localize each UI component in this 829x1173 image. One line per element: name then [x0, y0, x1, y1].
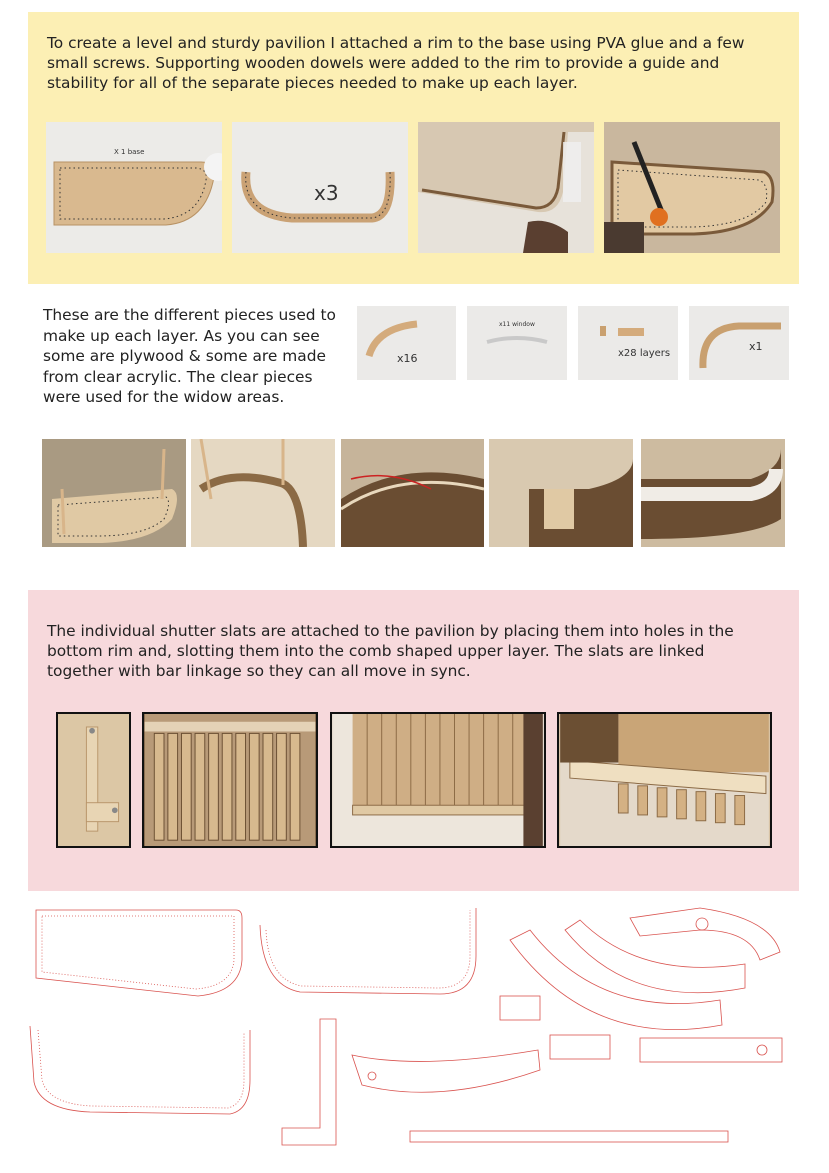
- piece-label-2: x11 window: [499, 321, 535, 328]
- photo-base-template: [46, 122, 222, 253]
- section-1-text: To create a level and sturdy pavilion I attached a rim to the base using PVA glue and a few small screws. Supporting wooden dowels were added to the rim to provide a guide and stability for all of the separate pieces needed to make up each layer.: [47, 34, 745, 92]
- photo-gluing-rim: [418, 122, 594, 253]
- slat-photo-4: [557, 712, 772, 848]
- piece-label-1: x16: [397, 352, 418, 365]
- piece-label-3: x28 layers: [618, 348, 671, 359]
- section-3-text: The individual shutter slats are attached to the pavilion by placing them into holes in the bottom rim and, slotting them into the comb shaped upper layer. The slats are linked together with bar linkage so they can all move in sync.: [47, 622, 734, 680]
- slat-photo-3: [330, 712, 546, 848]
- piece-photo-4: [689, 306, 789, 380]
- piece-photo-3: [578, 306, 678, 380]
- build-photo-5: [641, 439, 785, 547]
- build-photo-2: [191, 439, 335, 547]
- photo-label-base: X 1 base: [114, 148, 145, 156]
- piece-photo-1: [357, 306, 456, 380]
- laser-cut-drawings: [0, 900, 829, 1173]
- piece-label-4: x1: [749, 340, 763, 353]
- build-photo-4: [489, 439, 633, 547]
- section-2-text: These are the different pieces used to make up each layer. As you can see some are plywood & some are made from clear acrylic. The clear pieces were used for the widow areas.: [43, 306, 336, 406]
- photo-label-x3: x3: [314, 181, 339, 205]
- build-photo-3: [341, 439, 484, 547]
- slat-photo-1: [56, 712, 131, 848]
- piece-photo-2: [467, 306, 567, 380]
- slat-photo-2: [142, 712, 318, 848]
- photo-rim-pieces: [232, 122, 408, 253]
- photo-screwing-rim: [604, 122, 780, 253]
- build-photo-1: [42, 439, 186, 547]
